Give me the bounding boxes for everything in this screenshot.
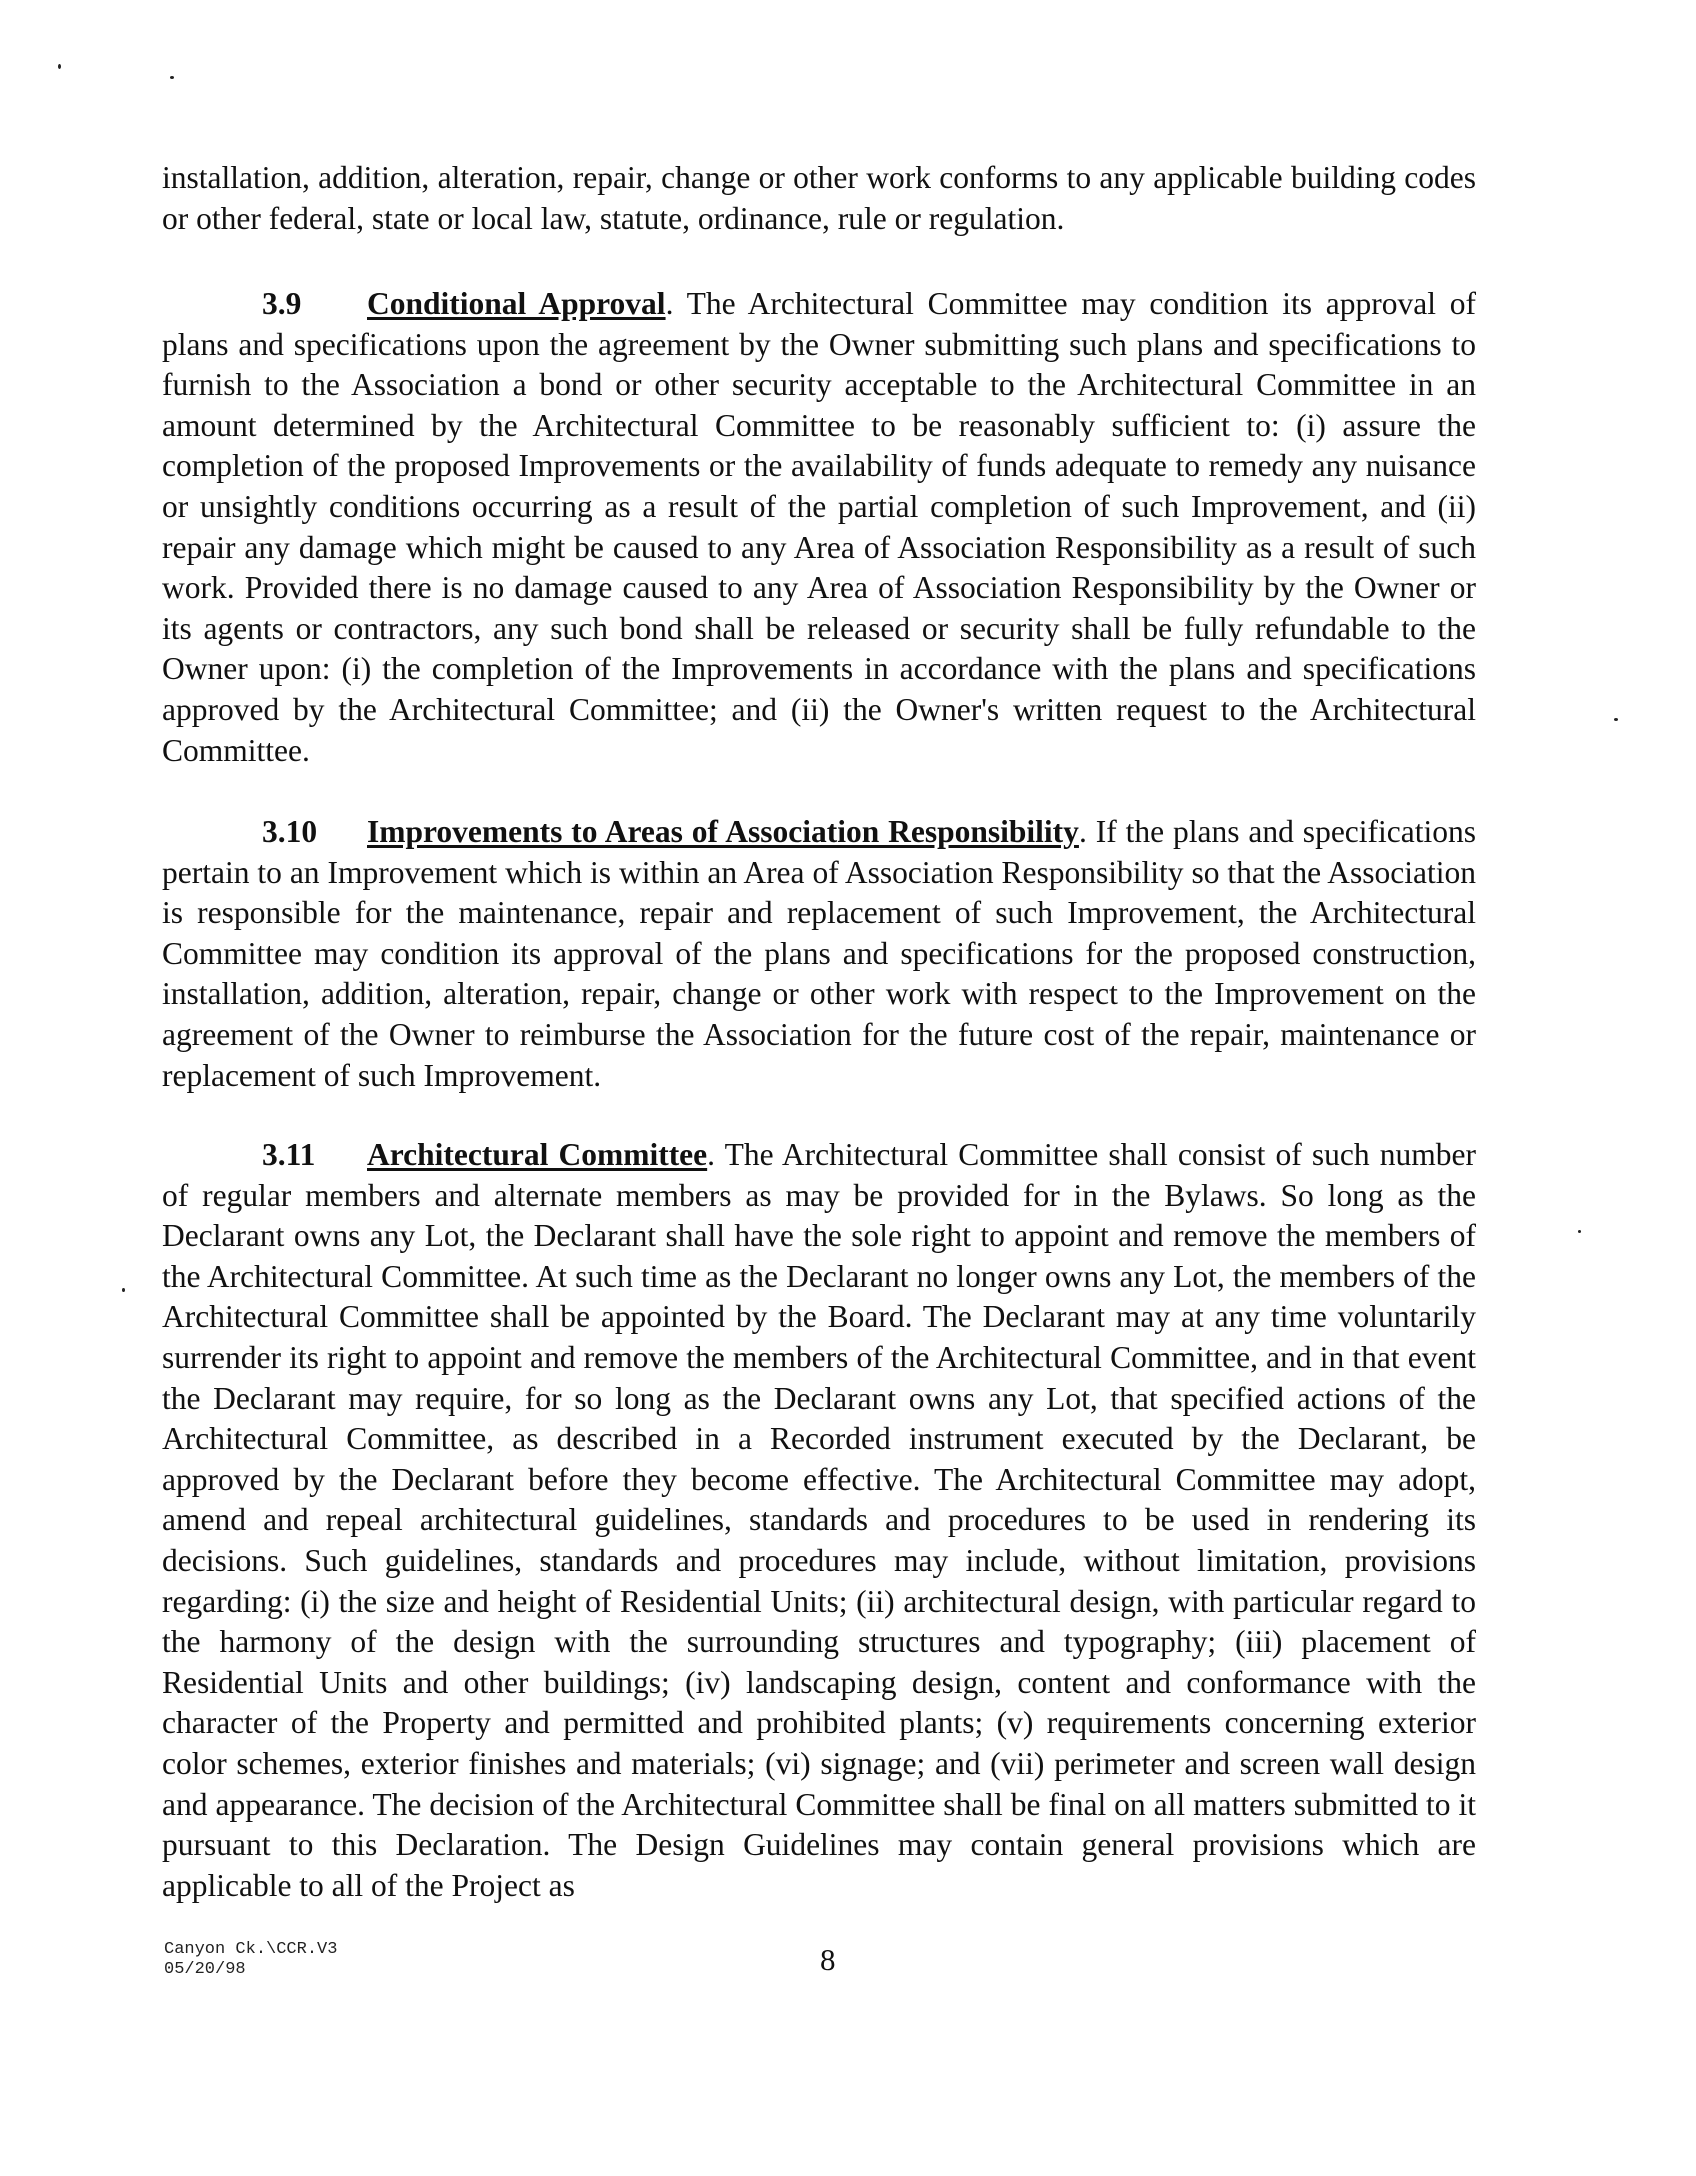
section-number: 3.9 <box>262 286 302 321</box>
section-title: Architectural Committee <box>367 1137 708 1172</box>
footer-date: 05/20/98 <box>164 1960 246 1979</box>
scan-speck <box>170 76 174 79</box>
section-3-10 <box>162 812 1476 1096</box>
footer-file-info <box>164 1940 337 1980</box>
section-title: Improvements to Areas of Association Responsibility <box>367 814 1079 849</box>
page-number: 8 <box>820 1942 836 1977</box>
section-number: 3.11 <box>262 1137 316 1172</box>
section-body: . The Architectural Committee may condition its approval of plans and specifications upon the agreement by the Owner submitting such plans and specifications to furnish to the Association a bond or other security acceptable to the Architectural Committee in an amount determined by the Architectural Committee to be reasonably sufficient to: (i) assure the completion of the proposed Improvements or the availability of funds adequate to remedy any nuisance or unsightly conditions occurring as a result of the partial completion of such Improvement, and (ii) repair any damage which might be caused to any Area of Association Responsibility as a result of such work. Provided there is no damage caused to any Area of Association Responsibility by the Owner or its agents or contractors, any such bond shall be released or security shall be fully refundable to the Owner upon: (i) the completion of the Improvements in accordance with the plans and specifications approved by the Architectural Committee; and (ii) the Owner's written request to the Architectural Committee. <box>162 286 1477 768</box>
continuation-paragraph: installation, addition, alteration, repair, change or other work conforms to any applicable building codes or other federal, state or local law, statute, ordinance, rule or regulation. <box>162 160 1476 236</box>
section-title: Conditional Approval <box>367 286 666 321</box>
section-3-9 <box>162 284 1476 771</box>
section-body: . The Architectural Committee shall consist of such number of regular members and alternate members as may be provided for in the Bylaws. So long as the Declarant owns any Lot, the Declarant shall have the sole right to appoint and remove the members of the Architectural Committee. At such time as the Declarant no longer owns any Lot, the members of the Architectural Committee shall be appointed by the Board. The Declarant may at any time voluntarily surrender its right to appoint and remove the members of the Architectural Committee, and in that event the Declarant may require, for so long as the Declarant owns any Lot, that specified actions of the Architectural Committee, as described in a Recorded instrument executed by the Declarant, be approved by the Declarant before they become effective. The Architectural Committee may adopt, amend and repeal architectural guidelines, standards and procedures to be used in rendering its decisions. Such guidelines, standards and procedures may include, without limitation, provisions regarding: (i) the size and height of Residential Units; (ii) architectural design, with particular regard to the harmony of the design with the surrounding structures and typography; (iii) placement of Residential Units and other buildings; (iv) landscaping design, content and conformance with the character of the Property and permitted and prohibited plants; (v) requirements concerning exterior color schemes, exterior finishes and materials; (vi) signage; and (vii) perimeter and screen wall design and appearance. The decision of the Architectural Committee shall be final on all matters submitted to it pursuant to this Declaration. The Design Guidelines may contain general provisions which are applicable to all of the Project as <box>162 1137 1476 1903</box>
section-body: . If the plans and specifications pertain to an Improvement which is within an Area of Association Responsibility so that the Association is responsible for the maintenance, repair and replacement of such Improvement, the Architectural Committee may condition its approval of the plans and specifications for the proposed construction, installation, addition, alteration, repair, change or other work with respect to the Improvement on the agreement of the Owner to reimburse the Association for the future cost of the repair, maintenance or replacement of such Improvement. <box>162 814 1476 1093</box>
section-3-11 <box>162 1135 1476 1906</box>
footer-file-path: Canyon Ck.\CCR.V3 <box>164 1940 338 1959</box>
scan-speck <box>58 64 61 69</box>
scan-speck <box>1614 718 1618 721</box>
scan-speck <box>122 1288 125 1292</box>
section-number: 3.10 <box>262 814 318 849</box>
scan-speck <box>1578 1230 1581 1233</box>
